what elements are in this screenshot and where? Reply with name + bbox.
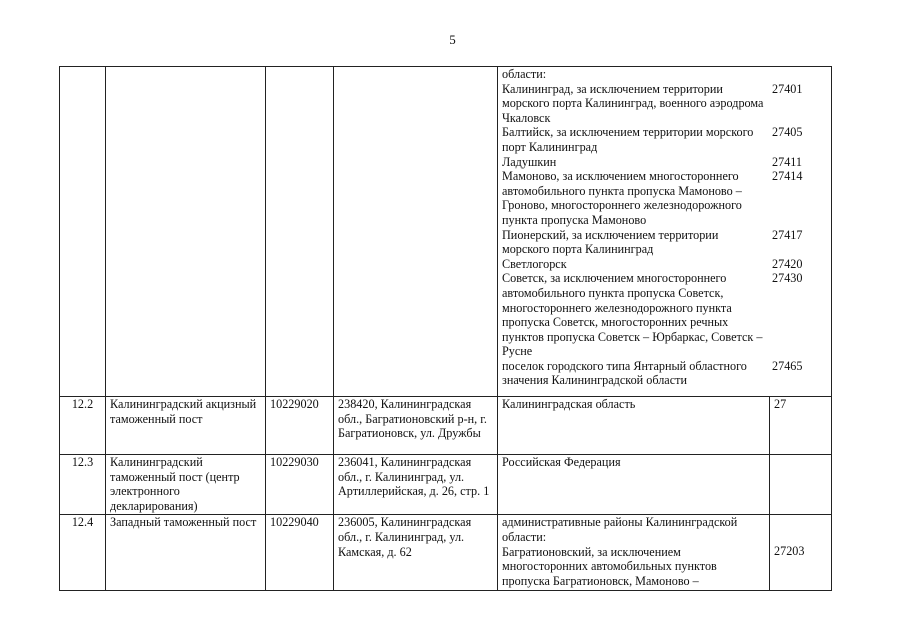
territory-entry <box>498 271 831 359</box>
territory-entry-desc: Светлогорск <box>502 256 567 271</box>
page-number: 5 <box>449 32 456 47</box>
post-address: 236041, Калининградская обл., г. Калининград, ул. Артиллерийская, д. 26, стр. 1 <box>334 455 498 515</box>
territory-entry-desc: области: <box>502 67 547 81</box>
territory-entry-code: 27401 <box>772 81 803 96</box>
territory-entry <box>498 257 831 272</box>
territory-entry-code <box>766 67 824 82</box>
territory-entry-desc: Мамоново, за исключением многостороннего автомобильного пункта пропуска Мамоново – Гроново, многостороннего железнодорожного пункта пропуска Мамоново <box>502 169 742 227</box>
territory-entry <box>498 359 831 388</box>
table-row-continuation <box>60 67 832 397</box>
post-territory: Российская Федерация <box>498 455 770 515</box>
post-name: Калининградский таможенный пост (центр электронного декларирования) <box>106 455 266 515</box>
territory-entry-desc: Советск, за исключением многостороннего автомобильного пункта пропуска Советск, многостороннего железнодорожного пункта пропуска Советск, многосторонних речных пунктов пропуска Советск – Юрбаркас, Советск – Русне <box>502 271 763 359</box>
row-number: 12.3 <box>60 455 106 515</box>
post-code: 10229020 <box>266 397 334 455</box>
territory-entry-code: 27414 <box>772 169 803 184</box>
territory-entry <box>498 82 831 126</box>
territory-entry-code: 27465 <box>772 358 803 373</box>
table-row-12-3 <box>60 455 832 515</box>
territory-text: Багратионовский, за исключением многосторонних автомобильных пунктов пропуска Багратионовск, Мамоново – <box>502 544 717 588</box>
territory-list <box>498 67 831 388</box>
row-number: 12.4 <box>60 515 106 591</box>
post-oktmo <box>770 455 832 515</box>
territory-entry-code: 27411 <box>772 154 803 169</box>
post-address: 236005, Калининградская обл., г. Калининград, ул. Камская, д. 62 <box>334 515 498 591</box>
post-name: Западный таможенный пост <box>106 515 266 591</box>
territory-entry <box>498 155 831 170</box>
cell-name <box>106 67 266 397</box>
table-row-12-4 <box>60 515 832 591</box>
post-territory: Калининградская область <box>498 397 770 455</box>
territory-entry-desc: поселок городского типа Янтарный областного значения Калининградской области <box>502 358 747 388</box>
post-address: 238420, Калининградская обл., Багратионовский р-н, г. Багратионовск, ул. Дружбы <box>334 397 498 455</box>
territory-intro: административные районы Калининградской области: <box>502 515 738 544</box>
cell-num <box>60 67 106 397</box>
post-oktmo: 27 <box>770 397 832 455</box>
cell-code <box>266 67 334 397</box>
territory-entry <box>498 125 831 154</box>
table-row-12-2 <box>60 397 832 455</box>
post-oktmo <box>770 515 832 591</box>
oktmo-code: 27203 <box>774 544 805 559</box>
territory-entry-code: 27420 <box>772 256 803 271</box>
territory-entry-desc: Балтийск, за исключением территории морского порт Калининград <box>502 125 754 154</box>
territory-entry <box>498 67 831 82</box>
territory-entry-code: 27430 <box>772 271 803 286</box>
post-territory <box>498 515 770 591</box>
row-number: 12.2 <box>60 397 106 455</box>
territory-entry-desc: Ладушкин <box>502 154 557 169</box>
territory-entry-code: 27417 <box>772 227 803 242</box>
territory-entry-desc: Пионерский, за исключением территории морского порта Калининград <box>502 227 719 257</box>
cell-address <box>334 67 498 397</box>
territory-entry-code: 27405 <box>772 125 803 140</box>
cell-territory-list <box>498 67 832 397</box>
territory-entry-desc: Калининград, за исключением территории морского порта Калининград, военного аэродрома Чкаловск <box>502 81 764 125</box>
territory-entry <box>498 228 831 257</box>
post-name: Калининградский акцизный таможенный пост <box>106 397 266 455</box>
customs-posts-table <box>59 66 832 591</box>
territory-entry <box>498 169 831 227</box>
post-code: 10229030 <box>266 455 334 515</box>
post-code: 10229040 <box>266 515 334 591</box>
